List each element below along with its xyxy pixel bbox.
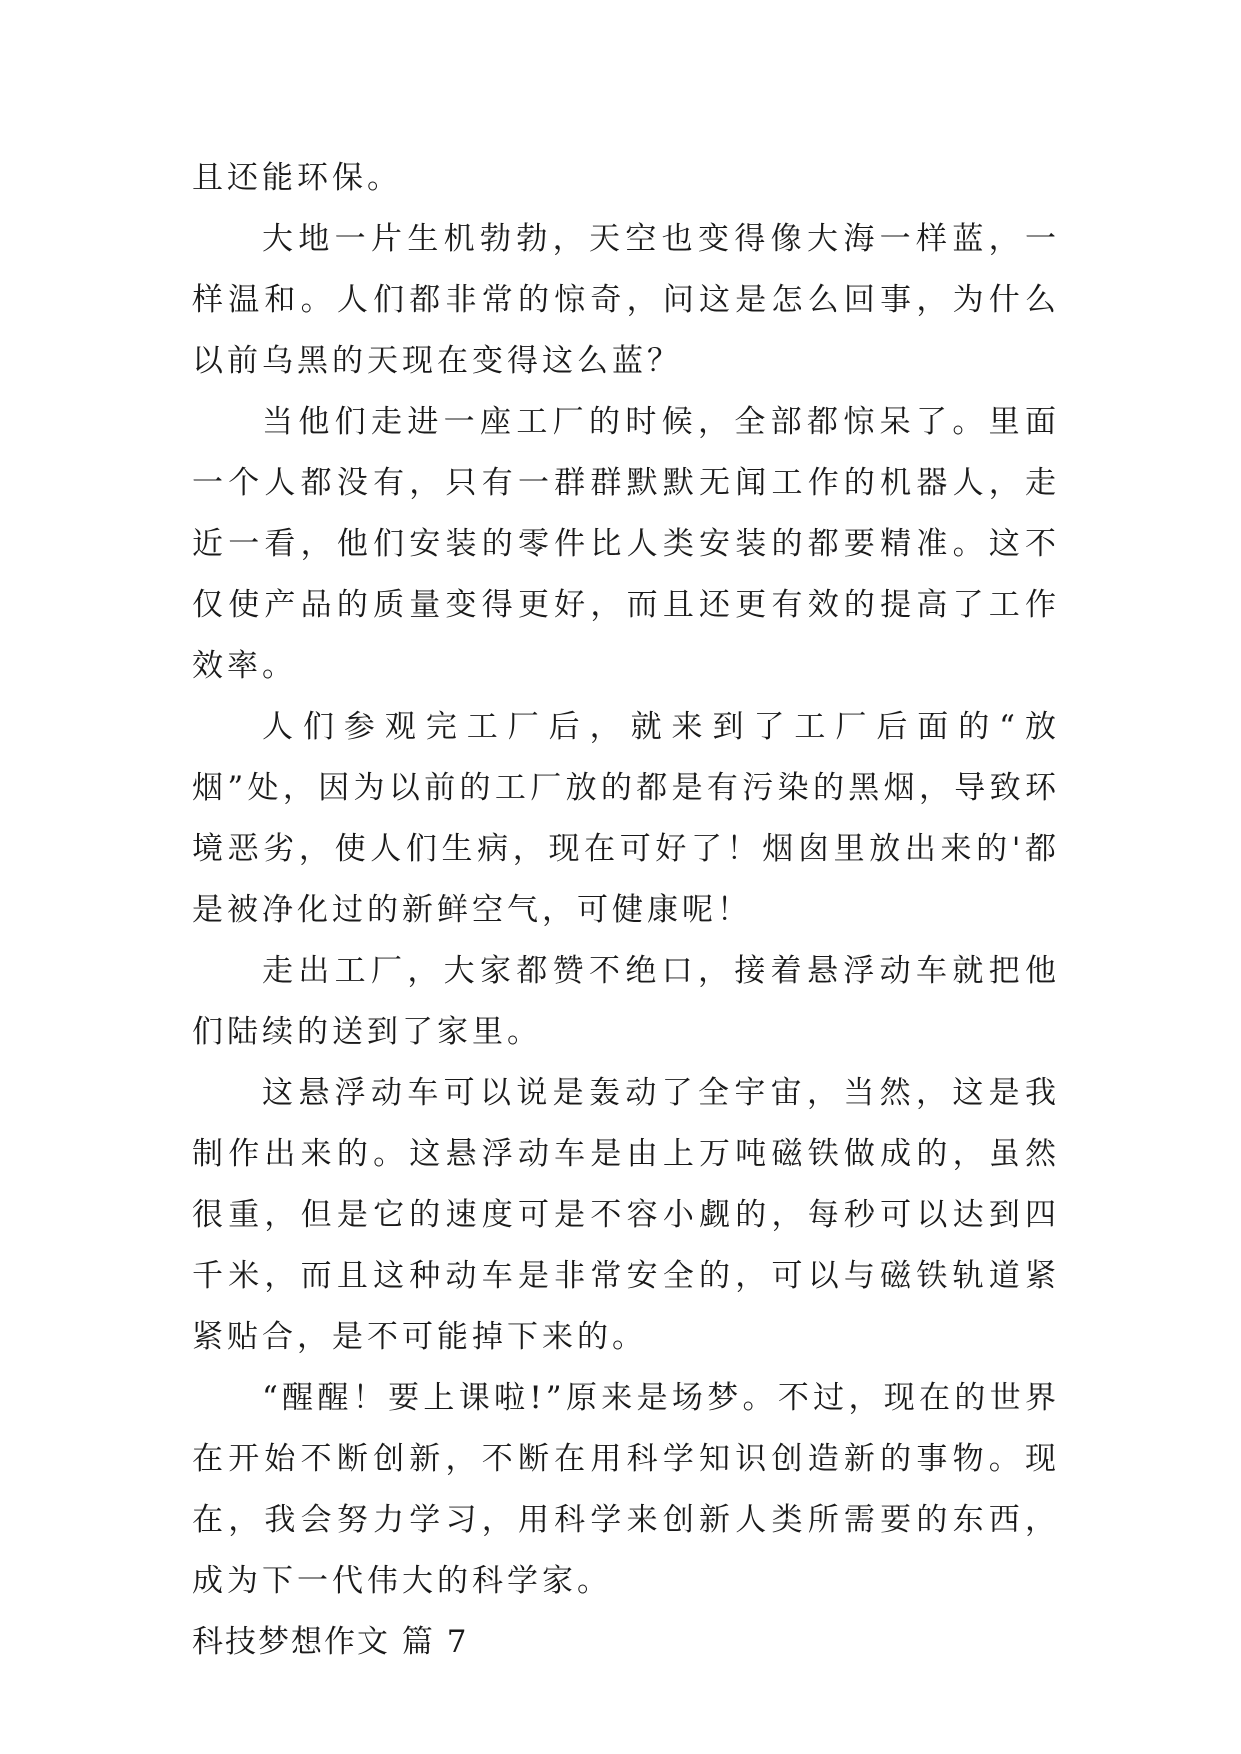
paragraph-smoke: 人们参观完工厂后，就来到了工厂后面的“放烟”处，因为以前的工厂放的都是有污染的黑烟，导致环境恶劣，使人们生病，现在可好了！烟囱里放出来的'都是被净化过的新鲜空气，可健康呢！ xyxy=(192,709,1060,928)
paragraph-dream-ending: “醒醒！要上课啦!”原来是场梦。不过，现在的世界在开始不断创新，不断在用科学知识创造新的事物。现在，我会努力学习，用科学来创新人类所需要的东西，成为下一代伟大的科学家。 xyxy=(192,1380,1060,1599)
paragraph-leaving-factory: 走出工厂，大家都赞不绝口，接着悬浮动车就把他们陆续的送到了家里。 xyxy=(192,953,1060,1050)
paragraph-factory: 当他们走进一座工厂的时候，全部都惊呆了。里面一个人都没有，只有一群群默默无闻工作的机器人，走近一看，他们安装的零件比人类安装的都要精准。这不仅使产品的质量变得更好，而且还更有效的提高了工作效率。 xyxy=(192,404,1060,684)
paragraph-maglev-train: 这悬浮动车可以说是轰动了全宇宙，当然，这是我制作出来的。这悬浮动车是由上万吨磁铁做成的，虽然很重，但是它的速度可是不容小觑的，每秒可以达到四千米，而且这种动车是非常安全的，可以与磁铁轨道紧紧贴合，是不可能掉下来的。 xyxy=(192,1075,1060,1355)
section-title: 科技梦想作文 篇 7 xyxy=(192,1624,469,1660)
paragraph-sky: 大地一片生机勃勃，天空也变得像大海一样蓝，一样温和。人们都非常的惊奇，问这是怎么回事，为什么以前乌黑的天现在变得这么蓝？ xyxy=(192,221,1060,379)
paragraph-continuation: 且还能环保。 xyxy=(192,160,402,196)
document-body xyxy=(192,148,1060,1673)
